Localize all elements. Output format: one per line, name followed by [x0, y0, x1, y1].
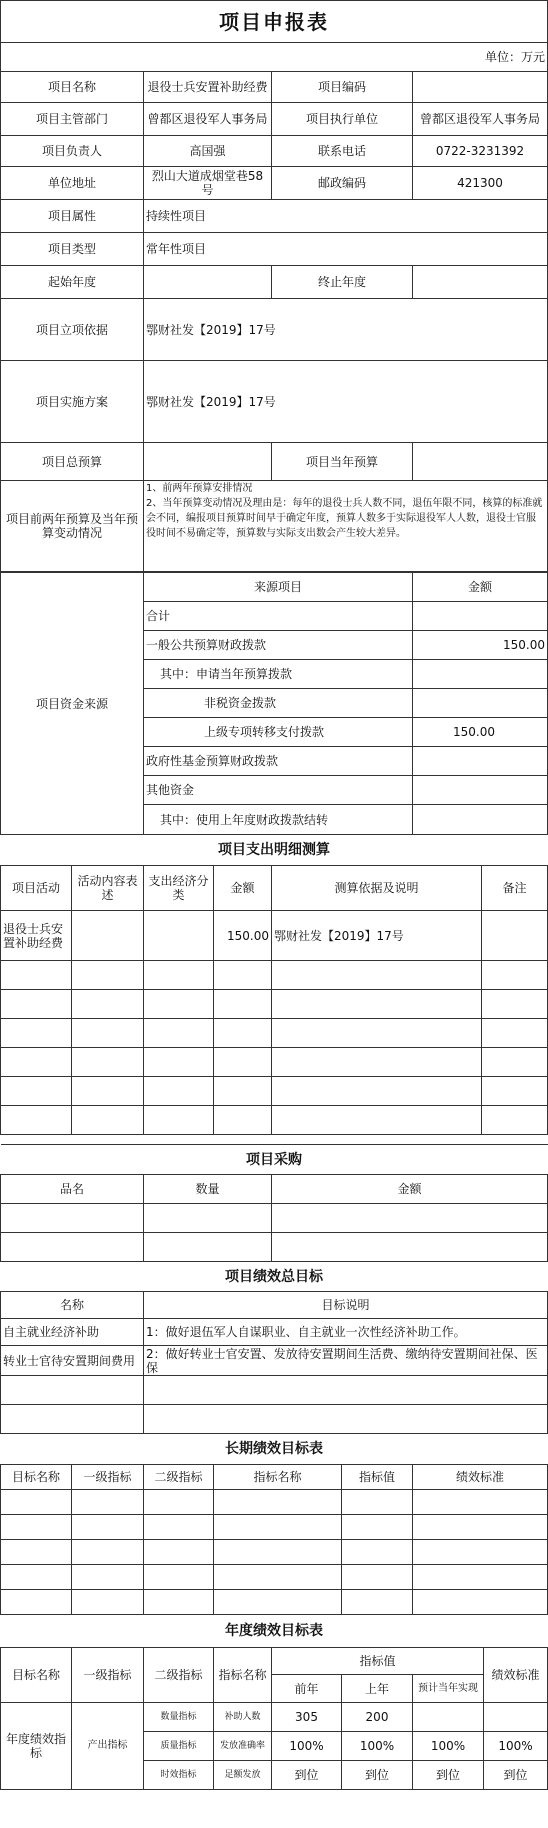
leader-value: 高国强: [144, 136, 272, 167]
funds-row-nontax-amount: [413, 689, 548, 718]
annual-goal-name: 年度绩效指 标: [1, 1703, 72, 1790]
funds-col-amount: 金额: [413, 573, 548, 602]
funds-row-current: 其中：申请当年预算拨款: [144, 660, 413, 689]
longterm-empty-row: [1, 1565, 548, 1590]
funds-row-other-amount: [413, 776, 548, 805]
annual-row-3-name: 足额发放: [214, 1761, 272, 1790]
expense-empty-row: [1, 1048, 548, 1077]
address-value: 烈山大道成烟堂巷58号: [144, 167, 272, 200]
total-budget-value: [144, 443, 272, 481]
funds-row-transfer: 上级专项转移支付拨款: [144, 718, 413, 747]
phone-value: 0722-3231392: [413, 136, 548, 167]
funds-row-current-amount: [413, 660, 548, 689]
annual-row-3-l2: 时效指标: [144, 1761, 214, 1790]
annual-title: 年度绩效目标表: [1, 1615, 548, 1648]
expense-row-note: [482, 911, 548, 961]
funds-col-source: 来源项目: [144, 573, 413, 602]
goal-table: [0, 1261, 548, 1434]
annual-col-std: 绩效标准: [484, 1648, 548, 1703]
expense-empty-row: [1, 1019, 548, 1048]
purchase-col-item: 品名: [1, 1175, 144, 1204]
longterm-empty-row: [1, 1515, 548, 1540]
funds-row-other: 其他资金: [144, 776, 413, 805]
basic-info-table: [0, 0, 548, 572]
funds-row-gov-fund: 政府性基金预算财政拨款: [144, 747, 413, 776]
dept-label: 项目主管部门: [1, 103, 144, 136]
page-title: 项目申报表: [1, 1, 548, 43]
annual-row-3-v1: 到位: [272, 1761, 342, 1790]
annual-table: [0, 1614, 548, 1790]
purchase-title: 项目采购: [1, 1145, 548, 1175]
expense-title: 项目支出明细测算: [1, 835, 548, 866]
longterm-title: 长期绩效目标表: [1, 1434, 548, 1465]
attr-label: 项目属性: [1, 200, 144, 233]
longterm-col-l2: 二级指标: [144, 1465, 214, 1490]
annual-col-current: 预计当年实现: [413, 1675, 484, 1703]
annual-row-2-v1: 100%: [272, 1732, 342, 1761]
total-budget-label: 项目总预算: [1, 443, 144, 481]
goal-row-1-desc: 1：做好退伍军人自谋职业、自主就业一次性经济补助工作。: [144, 1319, 548, 1346]
end-year-label: 终止年度: [272, 266, 413, 299]
funds-row-total: 合计: [144, 602, 413, 631]
expense-row-activity: 退役士兵安置补助经费: [1, 911, 72, 961]
basis-value: 鄂财社发【2019】17号: [144, 299, 548, 361]
annual-col-prev1: 上年: [342, 1675, 413, 1703]
purchase-empty-row: [1, 1204, 548, 1233]
annual-row-3-v3: 到位: [413, 1761, 484, 1790]
exec-unit-label: 项目执行单位: [272, 103, 413, 136]
goal-col-desc: 目标说明: [144, 1292, 548, 1319]
expense-row-basis: 鄂财社发【2019】17号: [272, 911, 482, 961]
funds-row-gov-fund-amount: [413, 747, 548, 776]
expense-table: [0, 834, 548, 1135]
annual-row-1-l2: 数量指标: [144, 1703, 214, 1732]
goal-row-2-name: 转业士官待安置期间费用: [1, 1346, 144, 1376]
funds-row-carryover: 其中：使用上年度财政拨款结转: [144, 805, 413, 835]
zip-value: 421300: [413, 167, 548, 200]
goal-title: 项目绩效总目标: [1, 1262, 548, 1292]
funds-row-transfer-amount: 150.00: [413, 718, 548, 747]
end-year-value: [413, 266, 548, 299]
funds-table: [0, 572, 548, 835]
goal-row-2-desc: 2：做好转业士官安置、发放待安置期间生活费、缴纳待安置期间社保、医保: [144, 1346, 548, 1376]
purchase-col-amount: 金额: [272, 1175, 548, 1204]
funds-row-general-amount: 150.00: [413, 631, 548, 660]
purchase-col-qty: 数量: [144, 1175, 272, 1204]
plan-value: 鄂财社发【2019】17号: [144, 361, 548, 443]
annual-col-l2: 二级指标: [144, 1648, 214, 1703]
expense-row-content: [72, 911, 144, 961]
annual-row-1-v3: [413, 1703, 484, 1732]
longterm-empty-row: [1, 1590, 548, 1615]
goal-empty-row: [1, 1405, 548, 1434]
annual-row-1-std: [484, 1703, 548, 1732]
annual-col-value: 指标值: [272, 1648, 484, 1675]
expense-empty-row: [1, 1106, 548, 1135]
expense-empty-row: [1, 961, 548, 990]
start-year-label: 起始年度: [1, 266, 144, 299]
expense-col-amount: 金额: [214, 866, 272, 911]
plan-label: 项目实施方案: [1, 361, 144, 443]
expense-row-class: [144, 911, 214, 961]
longterm-col-value: 指标值: [342, 1465, 413, 1490]
type-value: 常年性项目: [144, 233, 548, 266]
annual-col-goal: 目标名称: [1, 1648, 72, 1703]
expense-col-content: 活动内容表述: [72, 866, 144, 911]
funds-row-nontax: 非税资金拨款: [144, 689, 413, 718]
expense-row-amount: 150.00: [214, 911, 272, 961]
prev-budget-line-2: 2、当年预算变动情况及理由是：每年的退役士兵人数不同，退伍年限不同，核算的标准就会不同，编报项目预算时间早于确定年度，预算人数多于实际退役军人人数，退役士官服役时间不易确定等，预算数与实际支出数会产生较大差异。: [146, 498, 543, 539]
prev-budget-line-1: 1、前两年预算安排情况: [146, 483, 253, 494]
basis-label: 项目立项依据: [1, 299, 144, 361]
annual-row-2-l2: 质量指标: [144, 1732, 214, 1761]
unit-label: 单位：万元: [1, 43, 548, 72]
longterm-col-goal: 目标名称: [1, 1465, 72, 1490]
expense-col-basis: 测算依据及说明: [272, 866, 482, 911]
annual-row-3-std: 到位: [484, 1761, 548, 1790]
funds-row-carryover-amount: [413, 805, 548, 835]
longterm-col-l1: 一级指标: [72, 1465, 144, 1490]
phone-label: 联系电话: [272, 136, 413, 167]
project-name-label: 项目名称: [1, 72, 144, 103]
longterm-col-std: 绩效标准: [413, 1465, 548, 1490]
leader-label: 项目负责人: [1, 136, 144, 167]
dept-value: 曾都区退役军人事务局: [144, 103, 272, 136]
address-label: 单位地址: [1, 167, 144, 200]
type-label: 项目类型: [1, 233, 144, 266]
annual-row-2-v2: 100%: [342, 1732, 413, 1761]
annual-row-2-std: 100%: [484, 1732, 548, 1761]
goal-empty-row: [1, 1376, 548, 1405]
annual-row-1-name: 补助人数: [214, 1703, 272, 1732]
project-name-value: 退役士兵安置补助经费: [144, 72, 272, 103]
annual-level1: 产出指标: [72, 1703, 144, 1790]
expense-empty-row: [1, 990, 548, 1019]
funds-label: 项目资金来源: [1, 573, 144, 835]
annual-col-prev2: 前年: [272, 1675, 342, 1703]
funds-row-total-amount: [413, 602, 548, 631]
current-budget-label: 项目当年预算: [272, 443, 413, 481]
annual-col-l1: 一级指标: [72, 1648, 144, 1703]
funds-row-general: 一般公共预算财政拨款: [144, 631, 413, 660]
longterm-empty-row: [1, 1490, 548, 1515]
purchase-table: [0, 1144, 548, 1262]
annual-row-1-v2: 200: [342, 1703, 413, 1732]
goal-row-1-name: 自主就业经济补助: [1, 1319, 144, 1346]
annual-row-2-v3: 100%: [413, 1732, 484, 1761]
annual-row-2-name: 发放准确率: [214, 1732, 272, 1761]
start-year-value: [144, 266, 272, 299]
longterm-table: [0, 1433, 548, 1615]
prev-budget-value: [144, 481, 548, 572]
annual-row-1-v1: 305: [272, 1703, 342, 1732]
longterm-col-name: 指标名称: [214, 1465, 342, 1490]
project-code-value: [413, 72, 548, 103]
prev-budget-label: 项目前两年预算及当年预算变动情况: [1, 481, 144, 572]
project-code-label: 项目编码: [272, 72, 413, 103]
longterm-empty-row: [1, 1540, 548, 1565]
annual-col-name: 指标名称: [214, 1648, 272, 1703]
expense-col-activity: 项目活动: [1, 866, 72, 911]
goal-col-name: 名称: [1, 1292, 144, 1319]
annual-row-3-v2: 到位: [342, 1761, 413, 1790]
zip-label: 邮政编码: [272, 167, 413, 200]
expense-col-note: 备注: [482, 866, 548, 911]
current-budget-value: [413, 443, 548, 481]
exec-unit-value: 曾都区退役军人事务局: [413, 103, 548, 136]
expense-empty-row: [1, 1077, 548, 1106]
purchase-empty-row: [1, 1233, 548, 1262]
attr-value: 持续性项目: [144, 200, 548, 233]
expense-col-class: 支出经济分类: [144, 866, 214, 911]
